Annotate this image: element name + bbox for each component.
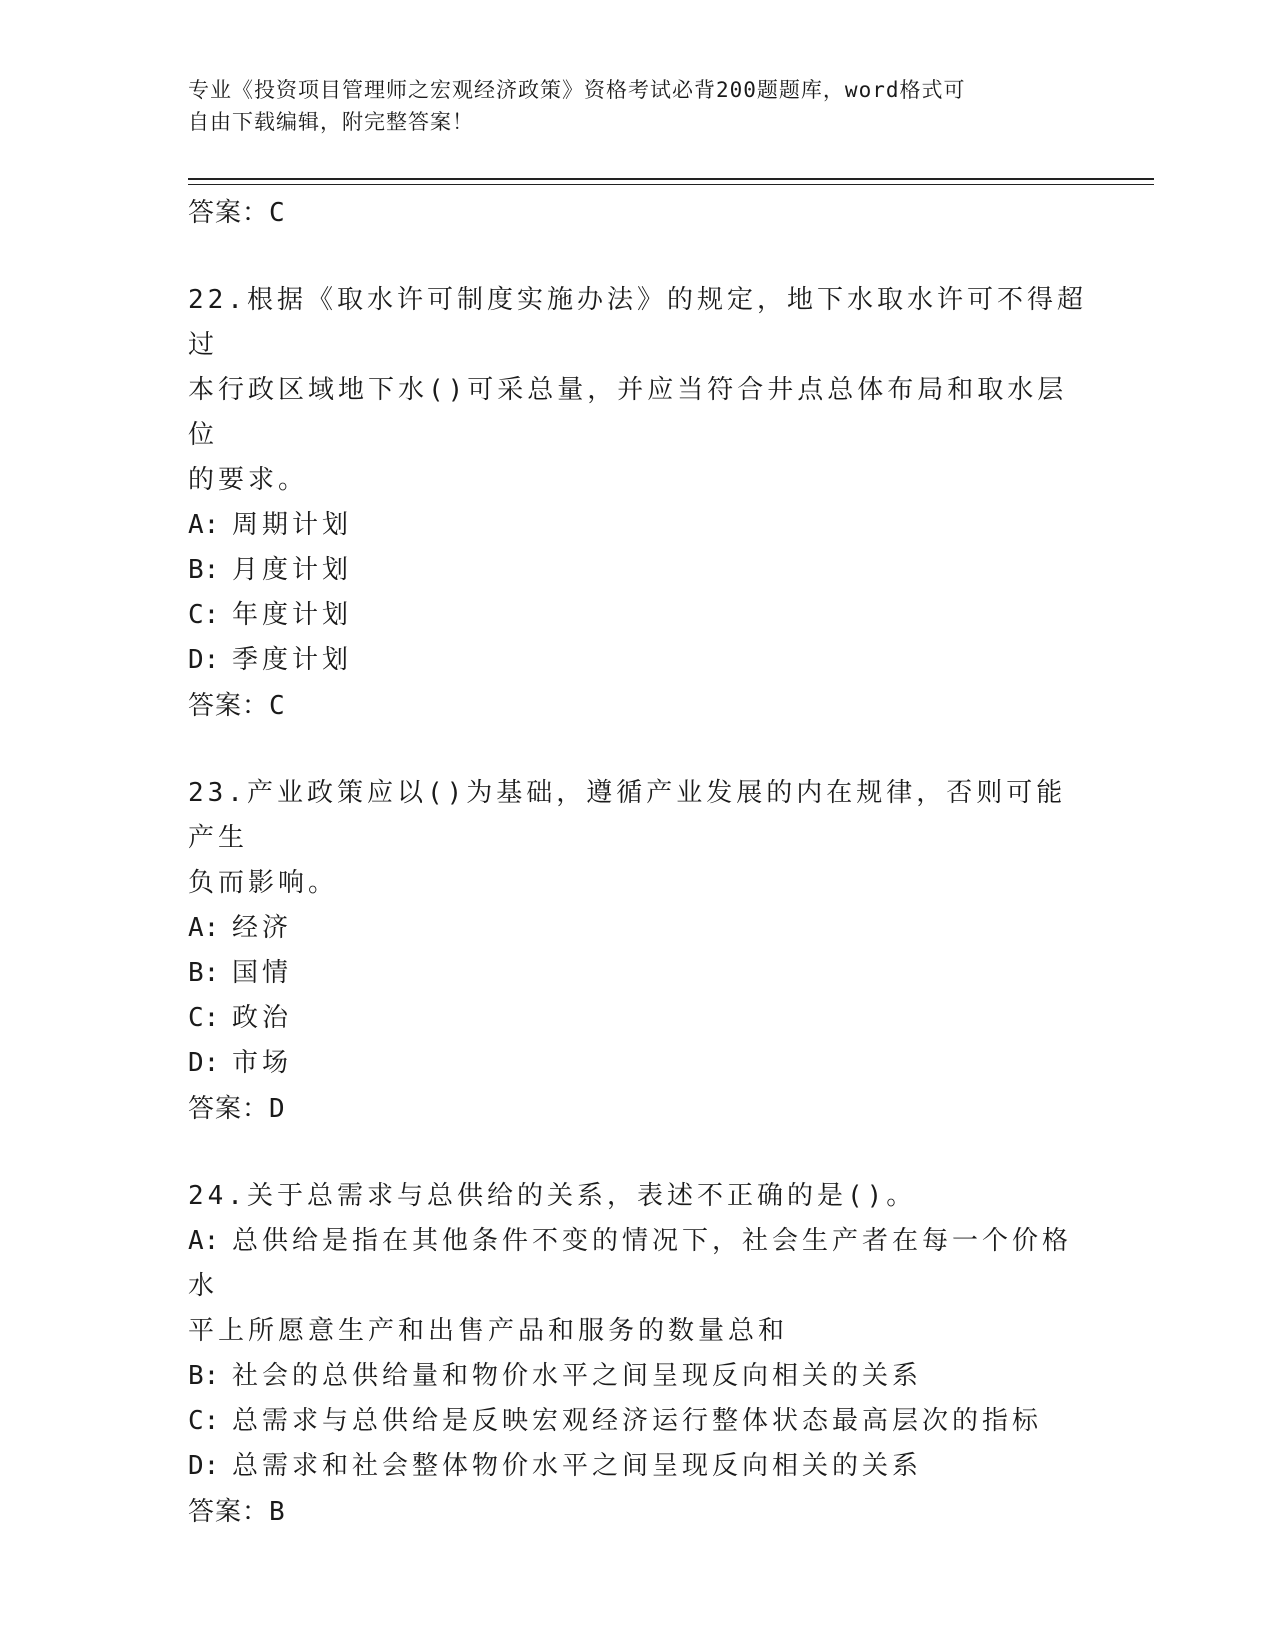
answer-label: 答案： — [188, 1497, 270, 1527]
option-letter: A: — [188, 510, 220, 540]
header-divider — [188, 178, 1154, 185]
option-c — [188, 1399, 1088, 1444]
option-text: 总需求和社会整体物价水平之间呈现反向相关的关系 — [232, 1451, 923, 1481]
answer-line — [188, 1489, 1088, 1535]
question-stem-line: 负而影响。 — [188, 868, 339, 898]
option-text: 社会的总供给量和物价水平之间呈现反向相关的关系 — [232, 1361, 923, 1391]
answer-value: B — [269, 1497, 286, 1527]
answer-label: 答案： — [188, 691, 270, 721]
page-header — [188, 74, 1068, 138]
option-letter: A: — [188, 1226, 220, 1256]
question-stem-line: 22.根据《取水许可制度实施办法》的规定，地下水取水许可不得超过 — [188, 285, 1087, 360]
option-b — [188, 548, 1088, 593]
option-d — [188, 1041, 1088, 1086]
header-line-2: 自由下载编辑，附完整答案！ — [188, 110, 474, 134]
header-line-1: 专业《投资项目管理师之宏观经济政策》资格考试必背200题题库，word格式可 — [188, 78, 966, 102]
option-c — [188, 996, 1088, 1041]
answer-line — [188, 190, 1088, 236]
option-d — [188, 638, 1088, 683]
option-letter: B: — [188, 1361, 220, 1391]
question-stem-line: 的要求。 — [188, 465, 309, 495]
question-22 — [188, 278, 1088, 729]
option-text: 国情 — [232, 958, 293, 988]
answer-value: C — [269, 198, 286, 228]
option-b — [188, 951, 1088, 996]
option-text: 总供给是指在其他条件不变的情况下，社会生产者在每一个价格水 — [188, 1226, 1073, 1301]
answer-value: C — [269, 691, 286, 721]
option-letter: D: — [188, 645, 220, 675]
question-23 — [188, 771, 1088, 1132]
option-a — [188, 906, 1088, 951]
document-body — [188, 190, 1088, 1535]
option-c — [188, 593, 1088, 638]
option-letter: A: — [188, 913, 220, 943]
option-a — [188, 503, 1088, 548]
option-text: 月度计划 — [232, 555, 353, 585]
option-letter: B: — [188, 958, 220, 988]
answer-line — [188, 683, 1088, 729]
option-d — [188, 1444, 1088, 1489]
option-a — [188, 1219, 1088, 1309]
answer-value: D — [269, 1094, 286, 1124]
answer-label: 答案： — [188, 1094, 270, 1124]
option-b — [188, 1354, 1088, 1399]
option-text: 经济 — [232, 913, 293, 943]
option-letter: D: — [188, 1048, 220, 1078]
question-stem-line: 本行政区域地下水()可采总量，并应当符合井点总体布局和取水层位 — [188, 375, 1068, 450]
option-text: 年度计划 — [232, 600, 353, 630]
option-text: 总需求与总供给是反映宏观经济运行整体状态最高层次的指标 — [232, 1406, 1043, 1436]
option-letter: C: — [188, 600, 220, 630]
answer-line — [188, 1086, 1088, 1132]
answer-label: 答案： — [188, 198, 270, 228]
question-stem-line: 23.产业政策应以()为基础，遵循产业发展的内在规律，否则可能产生 — [188, 778, 1067, 853]
option-letter: C: — [188, 1406, 220, 1436]
option-letter: B: — [188, 555, 220, 585]
option-text: 市场 — [232, 1048, 293, 1078]
question-stem-line: 24.关于总需求与总供给的关系，表述不正确的是()。 — [188, 1181, 917, 1211]
option-letter: D: — [188, 1451, 220, 1481]
option-text: 季度计划 — [232, 645, 353, 675]
option-text: 周期计划 — [232, 510, 353, 540]
option-letter: C: — [188, 1003, 220, 1033]
option-text: 政治 — [232, 1003, 293, 1033]
option-a-continued: 平上所愿意生产和出售产品和服务的数量总和 — [188, 1316, 789, 1346]
question-24 — [188, 1174, 1088, 1535]
